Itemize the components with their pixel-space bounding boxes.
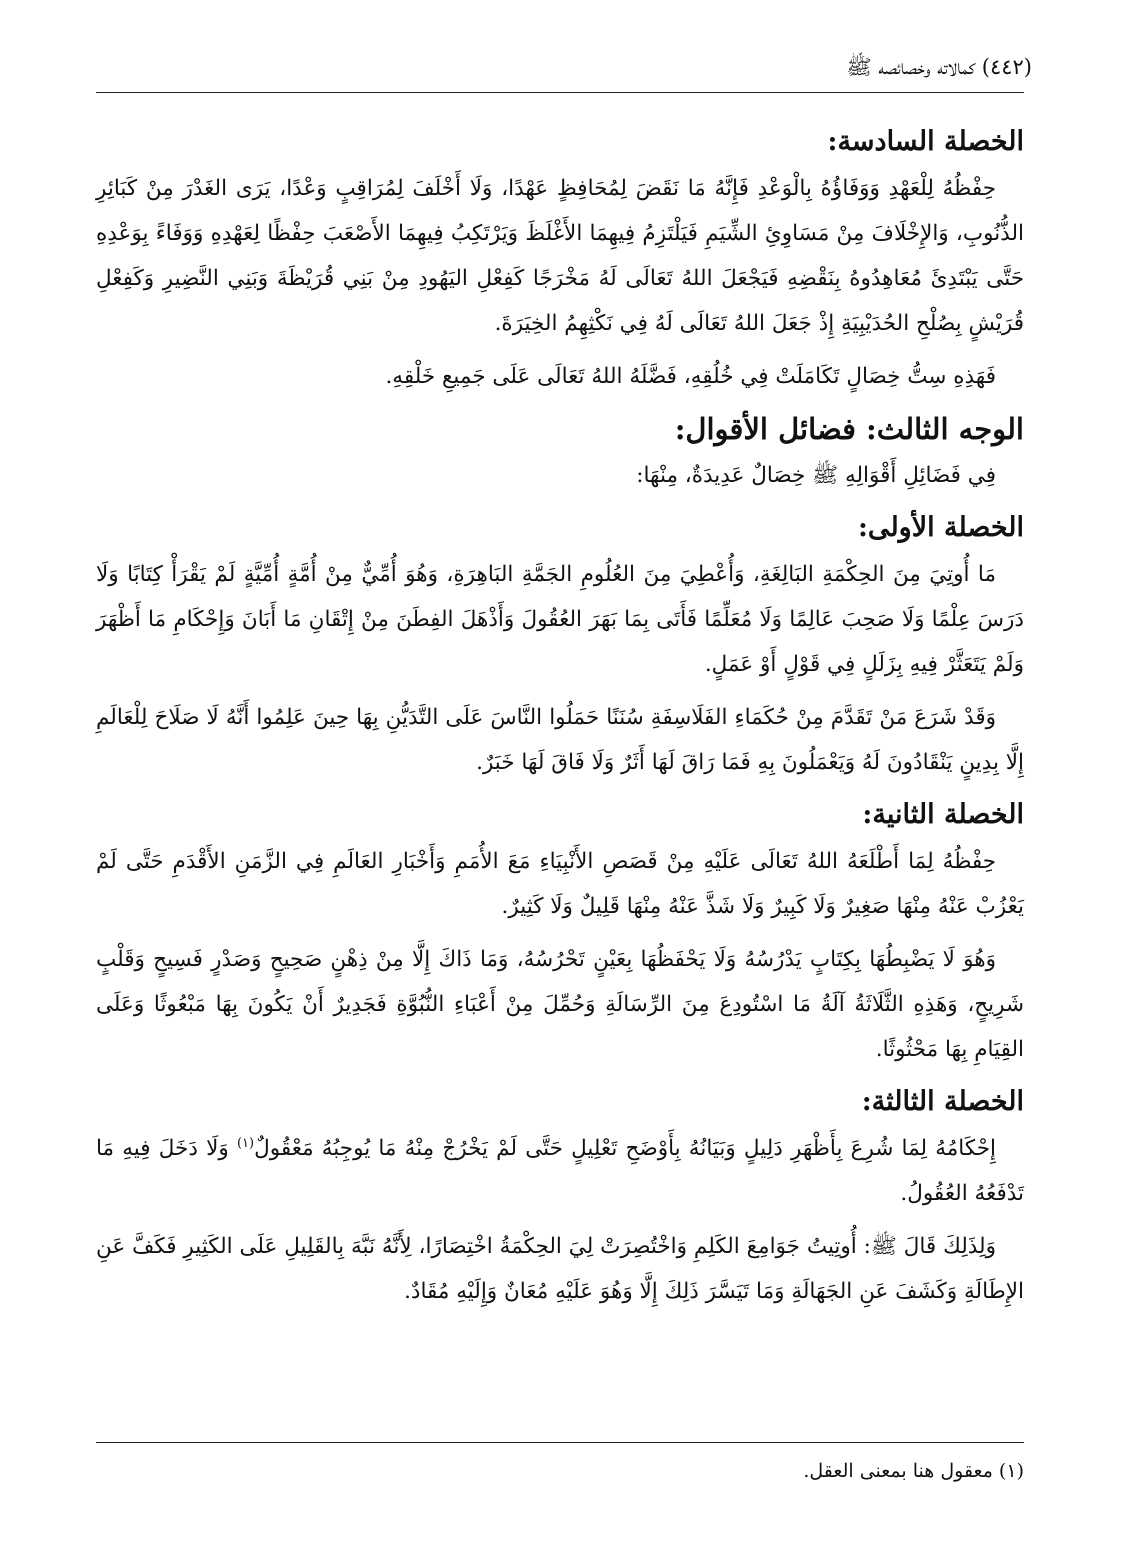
footnote-divider xyxy=(96,1442,1024,1443)
section-heading: الخصلة السادسة: xyxy=(827,126,1024,157)
section-heading: الخصلة الأولى: xyxy=(857,512,1024,543)
section-heading: الخصلة الثالثة: xyxy=(861,1086,1024,1117)
paragraph: فِي فَضَائِلِ أَقْوَالِهِ ﷺ خِصَالٌ عَدِيدَةٌ، مِنْهَا: xyxy=(636,463,996,488)
paragraph-text: وَلَا دَخَلَ فِيهِ مَا تَدْفَعُهُ العُقُولُ. xyxy=(96,1136,1024,1206)
paragraph: وَلِذَلِكَ قَالَ ﷺ: أُوتِيتُ جَوَامِعَ الكَلِمِ وَاخْتُصِرَتْ لِيَ الحِكْمَةُ اخْتِصَارًا، لِأَنَّهُ نَبَّهَ بِالقَلِيلِ عَلَى الكَثِيرِ فَكَفَّ عَنِ الإِطَالَةِ وَكَشَفَ عَنِ الجَهَالَةِ وَمَا تَيَسَّرَ ذَلِكَ إِلَّا وَهُوَ عَلَيْهِ مُعَانٌ وَإِلَيْهِ مُقَادٌ. xyxy=(96,1234,1024,1304)
paragraph-text: إِحْكَامُهُ لِمَا شُرِعَ بِأَظْهَرِ دَلِيلٍ وَبَيَانُهُ بِأَوْضَحِ تَعْلِيلٍ حَتَّى لَمْ يَخْرُجْ مِنْهُ مَا يُوجِبُهُ مَعْقُولٌ xyxy=(254,1136,996,1161)
footnote: (١) معقول هنا بمعنى العقل. xyxy=(803,1460,1024,1482)
paragraph-with-footnote xyxy=(96,1126,1024,1216)
page-number: (٤٤٢) xyxy=(981,55,1032,79)
header-divider xyxy=(96,92,1024,93)
paragraph: مَا أُوتِيَ مِنَ الحِكْمَةِ البَالِغَةِ، وَأُعْطِيَ مِنَ العُلُومِ الجَمَّةِ البَاهِرَةِ، وَهُوَ أُمِّيٌّ مِنْ أُمَّةٍ أُمِّيَّةٍ لَمْ يَقْرَأْ كِتَابًا وَلَا دَرَسَ عِلْمًا وَلَا صَحِبَ عَالِمًا وَلَا مُعَلِّمًا فَأَتَى بِمَا بَهَرَ العُقُولَ وَأَذْهَلَ الفِطَنَ مِنْ إِتْقَانِ مَا أَبَانَ وَإِحْكَامِ مَا أَظْهَرَ وَلَمْ يَتَعَثَّرْ فِيهِ بِزَلَلٍ فِي قَوْلٍ أَوْ عَمَلٍ. xyxy=(96,562,1024,677)
main-text xyxy=(96,120,1024,1322)
running-title: كمالاته وخصائصه ﷺ xyxy=(846,55,976,79)
footnote-marker[interactable]: (١) xyxy=(236,1135,255,1151)
paragraph: وَقَدْ شَرَعَ مَنْ تَقَدَّمَ مِنْ حُكَمَاءِ الفَلَاسِفَةِ سُنَنًا حَمَلُوا النَّاسَ عَلَى التَّدَيُّنِ بِهَا حِينَ عَلِمُوا أَنَّهُ لَا صَلَاحَ لِلْعَالَمِ إِلَّا بِدِينٍ يَنْقَادُونَ لَهُ وَيَعْمَلُونَ بِهِ فَمَا رَاقَ لَهَا أَثَرٌ وَلَا فَاقَ لَهَا خَبَرٌ. xyxy=(96,705,1024,775)
paragraph: فَهَذِهِ سِتُّ خِصَالٍ تَكَامَلَتْ فِي خُلُقِهِ، فَضَّلَهُ اللهُ تَعَالَى عَلَى جَمِيعِ خَلْقِهِ. xyxy=(385,364,996,389)
running-header xyxy=(846,52,1032,82)
paragraph: وَهُوَ لَا يَضْبِطُهَا بِكِتَابٍ يَدْرُسُهُ وَلَا يَحْفَظُهَا بِعَيْنٍ تَحْرُسُهُ، وَمَا ذَاكَ إِلَّا مِنْ ذِهْنٍ صَحِيحٍ وَصَدْرٍ فَسِيحٍ وَقَلْبٍ شَرِيحٍ، وَهَذِهِ الثَّلَاثَةُ آلَةُ مَا اسْتُودِعَ مِنَ الرِّسَالَةِ وَحُمِّلَ مِنْ أَعْبَاءِ النُّبُوَّةِ فَجَدِيرٌ أَنْ يَكُونَ بِهَا مَبْعُوثًا وَعَلَى القِيَامِ بِهَا مَحْثُوثًا. xyxy=(96,947,1024,1062)
paragraph: حِفْظُهُ لِمَا أَطْلَعَهُ اللهُ تَعَالَى عَلَيْهِ مِنْ قَصَصِ الأَنْبِيَاءِ مَعَ الأُمَمِ وَأَخْبَارِ العَالَمِ فِي الزَّمَنِ الأَقْدَمِ حَتَّى لَمْ يَعْزُبْ عَنْهُ مِنْهَا صَغِيرٌ وَلَا كَبِيرٌ وَلَا شَذَّ عَنْهُ مِنْهَا قَلِيلٌ وَلَا كَثِيرٌ. xyxy=(96,849,1024,919)
paragraph: حِفْظُهُ لِلْعَهْدِ وَوَفَاؤُهُ بِالْوَعْدِ فَإِنَّهُ مَا نَقَضَ لِمُحَافِظٍ عَهْدًا، وَلَا أَخْلَفَ لِمُرَاقِبٍ وَعْدًا، يَرَى الغَدْرَ مِنْ كَبَائِرِ الذُّنُوبِ، وَالإِخْلَافَ مِنْ مَسَاوِئِ الشِّيَمِ فَيَلْتَزِمُ فِيهِمَا الأَغْلَظَ وَيَرْتَكِبُ فِيهِمَا الأَصْعَبَ حِفْظًا لِعَهْدِهِ وَوَفَاءً بِوَعْدِهِ حَتَّى يَبْتَدِئَ مُعَاهِدُوهُ بِنَقْضِهِ فَيَجْعَلَ اللهُ تَعَالَى لَهُ مَخْرَجًا كَفِعْلِ اليَهُودِ مِنْ بَنِي قُرَيْظَةَ وَبَنِي النَّضِيرِ وَكَفِعْلِ قُرَيْشٍ بِصُلْحِ الحُدَيْبِيَةِ إِذْ جَعَلَ اللهُ تَعَالَى لَهُ فِي نَكْثِهِمُ الخِيَرَةَ. xyxy=(96,176,1024,336)
section-heading: الخصلة الثانية: xyxy=(862,799,1024,830)
chapter-heading: الوجه الثالث: فضائل الأقوال: xyxy=(674,412,1024,446)
